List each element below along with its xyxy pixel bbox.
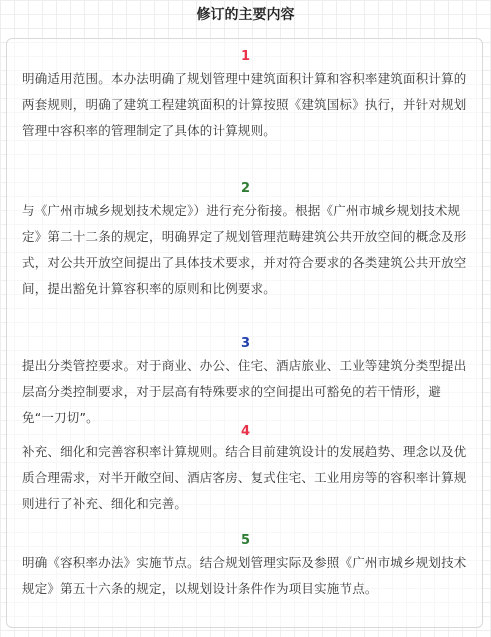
section-text-2: 与《广州市城乡规划技术规定》）进行充分衔接。根据《广州市城乡规划技术规定》第二十二条的规定，明确界定了规划管理范畴建筑公共开放空间的概念及形式，对公共开放空间提出了具体技术要求，并对符合要求的各类建筑公共开放空间，提出豁免计算容积率的原则和比例要求。 [22, 203, 467, 296]
section-text-5: 明确《容积率办法》实施节点。结合规划管理实际及参照《广州市城乡规划技术规定》第五十六条的规定，以规划设计条件作为项目实施节点。 [22, 555, 467, 596]
section-number-2: 2 [240, 181, 251, 196]
section-number-3: 3 [240, 336, 251, 351]
section-text-1: 明确适用范围。本办法明确了规划管理中建筑面积计算和容积率建筑面积计算的两套规则，明确了建筑工程建筑面积的计算按照《建筑国标》执行，并针对规划管理中容积率的管理制定了具体的计算规则。 [22, 71, 467, 138]
section-number-5: 5 [240, 533, 251, 548]
section-number-4: 4 [240, 424, 251, 439]
section-number-1: 1 [240, 49, 251, 64]
section-text-4: 补充、细化和完善容积率计算规则。结合目前建筑设计的发展趋势、理念以及优质合理需求，对半开敞空间、酒店客房、复式住宅、工业用房等的容积率计算规则进行了补充、细化和完善。 [22, 444, 467, 511]
section-text-3: 提出分类管控要求。对于商业、办公、住宅、酒店旅业、工业等建筑分类型提出层高分类控制要求，对于层高有特殊要求的空间提出可豁免的若干情形，避免“一刀切”。 [22, 358, 467, 425]
page-title: 修订的主要内容 [196, 7, 295, 23]
